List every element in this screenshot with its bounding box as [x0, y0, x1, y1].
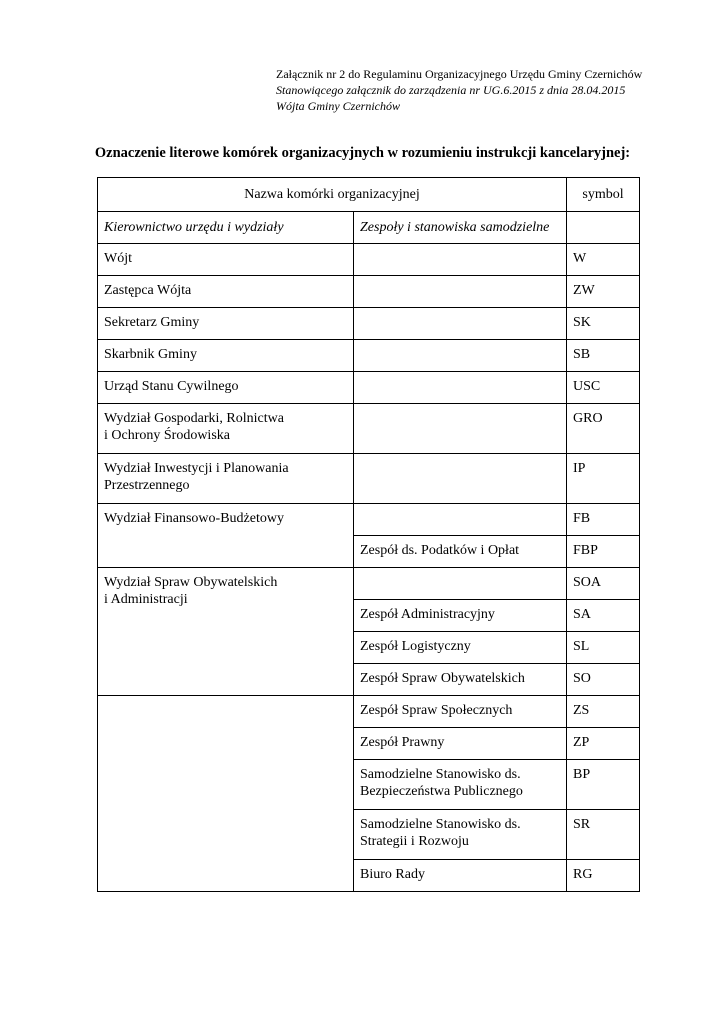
- symbol-cell: RG: [567, 860, 640, 892]
- table-row: [98, 568, 640, 600]
- document-header: [276, 66, 642, 114]
- symbol-cell: SA: [567, 600, 640, 632]
- unit-cell: Wydział Gospodarki, Rolnictwa i Ochrony Środowiska: [98, 404, 354, 454]
- team-cell: Zespół Administracyjny: [354, 600, 567, 632]
- unit-cell: Wydział Spraw Obywatelskich i Administracji: [98, 568, 354, 696]
- table-row: [98, 696, 640, 728]
- table-row: [98, 308, 640, 340]
- symbol-cell: W: [567, 244, 640, 276]
- subheader-col1: Kierownictwo urzędu i wydziały: [98, 212, 354, 244]
- symbol-cell: ZP: [567, 728, 640, 760]
- team-cell: [354, 404, 567, 454]
- unit-cell: Wydział Finansowo-Budżetowy: [98, 504, 354, 568]
- team-cell: [354, 372, 567, 404]
- symbol-cell: BP: [567, 760, 640, 810]
- table-row: [98, 504, 640, 536]
- team-cell: Zespół Spraw Obywatelskich: [354, 664, 567, 696]
- symbol-cell: GRO: [567, 404, 640, 454]
- symbol-cell: SO: [567, 664, 640, 696]
- header-line-3: Wójta Gminy Czernichów: [276, 99, 400, 113]
- table-header-row: [98, 178, 640, 212]
- table-row: [98, 340, 640, 372]
- team-cell: [354, 276, 567, 308]
- team-cell: [354, 568, 567, 600]
- team-cell: Zespół Prawny: [354, 728, 567, 760]
- team-cell: Zespół Spraw Społecznych: [354, 696, 567, 728]
- team-cell: Samodzielne Stanowisko ds. Bezpieczeństwa Publicznego: [354, 760, 567, 810]
- units-table: [97, 177, 640, 892]
- unit-cell: Wójt: [98, 244, 354, 276]
- symbol-cell: SB: [567, 340, 640, 372]
- symbol-cell: SOA: [567, 568, 640, 600]
- symbol-cell: ZS: [567, 696, 640, 728]
- unit-cell: Skarbnik Gminy: [98, 340, 354, 372]
- team-cell: [354, 308, 567, 340]
- team-cell: Samodzielne Stanowisko ds. Strategii i Rozwoju: [354, 810, 567, 860]
- unit-cell: Zastępca Wójta: [98, 276, 354, 308]
- header-line-2: Stanowiącego załącznik do zarządzenia nr UG.6.2015 z dnia 28.04.2015: [276, 83, 626, 97]
- team-cell: [354, 244, 567, 276]
- header-symbol-cell: symbol: [567, 178, 640, 212]
- table-row: [98, 372, 640, 404]
- table-row: [98, 276, 640, 308]
- team-cell: [354, 340, 567, 372]
- team-cell: Zespół ds. Podatków i Opłat: [354, 536, 567, 568]
- unit-cell: Sekretarz Gminy: [98, 308, 354, 340]
- table-row: [98, 404, 640, 454]
- document-title: Oznaczenie literowe komórek organizacyjnych w rozumieniu instrukcji kancelaryjnej:: [94, 145, 631, 161]
- unit-cell: Wydział Inwestycji i Planowania Przestrzennego: [98, 454, 354, 504]
- symbol-cell: SR: [567, 810, 640, 860]
- symbol-cell: SL: [567, 632, 640, 664]
- team-cell: [354, 454, 567, 504]
- team-cell: Zespół Logistyczny: [354, 632, 567, 664]
- table-row: [98, 454, 640, 504]
- table-subheader-row: [98, 212, 640, 244]
- table-row: [98, 244, 640, 276]
- symbol-cell: USC: [567, 372, 640, 404]
- team-cell: [354, 504, 567, 536]
- header-name-cell: Nazwa komórki organizacyjnej: [98, 178, 567, 212]
- subheader-col3: [567, 212, 640, 244]
- symbol-cell: SK: [567, 308, 640, 340]
- team-cell: Biuro Rady: [354, 860, 567, 892]
- unit-cell: Urząd Stanu Cywilnego: [98, 372, 354, 404]
- symbol-cell: FB: [567, 504, 640, 536]
- symbol-cell: ZW: [567, 276, 640, 308]
- header-line-1: Załącznik nr 2 do Regulaminu Organizacyjnego Urzędu Gminy Czernichów: [276, 67, 643, 81]
- symbol-cell: IP: [567, 454, 640, 504]
- subheader-col2: Zespoły i stanowiska samodzielne: [354, 212, 567, 244]
- unit-cell: [98, 696, 354, 892]
- symbol-cell: FBP: [567, 536, 640, 568]
